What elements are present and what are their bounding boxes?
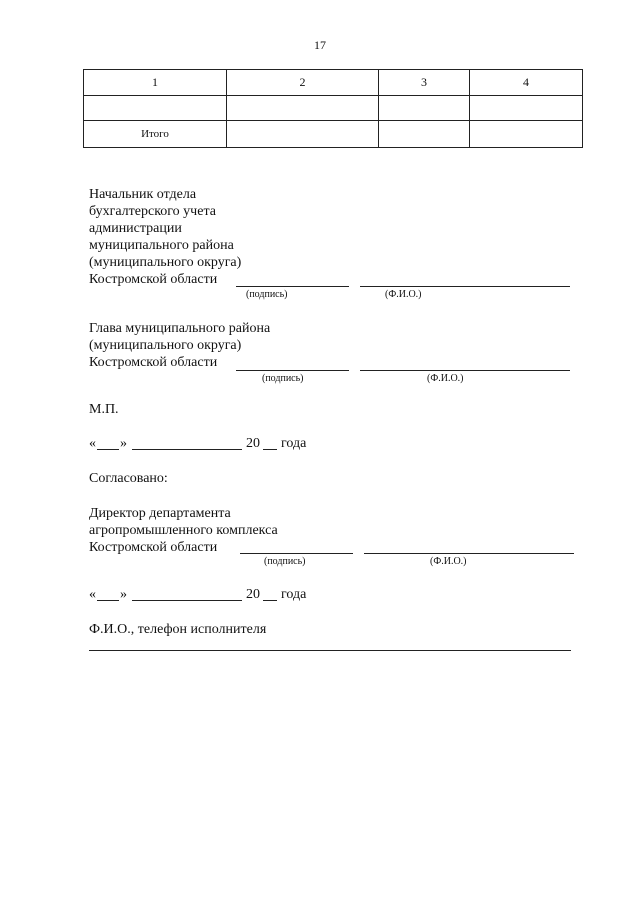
table-cell <box>470 121 583 148</box>
table-cell <box>470 96 583 121</box>
table-row-total <box>84 121 583 148</box>
name-line <box>364 553 574 554</box>
text-line: муниципального района <box>89 238 234 253</box>
month-line <box>132 600 242 601</box>
text-line: Костромской области <box>89 355 218 370</box>
text-line: Костромской области <box>89 272 218 287</box>
year-prefix: 20 <box>246 587 260 602</box>
name-line <box>360 286 570 287</box>
month-line <box>132 449 242 450</box>
date-open-quote: « <box>89 587 96 602</box>
agreed-label: Согласовано: <box>89 471 168 486</box>
year-suffix: года <box>281 436 307 451</box>
name-caption: (Ф.И.О.) <box>427 373 464 384</box>
table-header-row <box>84 70 583 96</box>
text-line: агропромышленного комплекса <box>89 523 278 538</box>
signature-line <box>240 553 353 554</box>
column-header: 4 <box>470 70 583 96</box>
summary-table <box>83 69 583 148</box>
year-line <box>263 449 277 450</box>
text-line: Начальник отдела <box>89 187 197 202</box>
table-row <box>84 96 583 121</box>
text-line: Директор департамента <box>89 506 231 521</box>
column-header: 2 <box>227 70 379 96</box>
signature-caption: (подпись) <box>246 289 288 300</box>
table-cell <box>84 96 227 121</box>
year-suffix: года <box>281 587 307 602</box>
text-line: администрации <box>89 221 182 236</box>
column-header: 1 <box>84 70 227 96</box>
text-line: (муниципального округа) <box>89 255 242 270</box>
executor-label: Ф.И.О., телефон исполнителя <box>89 622 267 637</box>
signatory-3-title <box>89 505 278 556</box>
stamp-placeholder: М.П. <box>89 402 119 417</box>
year-line <box>263 600 277 601</box>
page-number: 17 <box>314 38 326 52</box>
name-caption: (Ф.И.О.) <box>430 556 467 567</box>
name-caption: (Ф.И.О.) <box>385 289 422 300</box>
day-line <box>97 600 119 601</box>
text-line: (муниципального округа) <box>89 338 242 353</box>
text-line: Костромской области <box>89 540 218 555</box>
signature-caption: (подпись) <box>262 373 304 384</box>
year-prefix: 20 <box>246 436 260 451</box>
signature-caption: (подпись) <box>264 556 306 567</box>
signature-line <box>236 370 349 371</box>
table-cell <box>379 121 470 148</box>
date-close-quote: » <box>120 436 127 451</box>
table-cell-total-label: Итого <box>84 121 227 148</box>
table-cell <box>379 96 470 121</box>
text-line: Глава муниципального района <box>89 321 271 336</box>
day-line <box>97 449 119 450</box>
signatory-2-title <box>89 320 270 371</box>
signature-line <box>236 286 349 287</box>
name-line <box>360 370 570 371</box>
text-line: бухгалтерского учета <box>89 204 216 219</box>
table-cell <box>227 121 379 148</box>
date-open-quote: « <box>89 436 96 451</box>
table-cell <box>227 96 379 121</box>
signatory-1-title <box>89 186 241 288</box>
executor-line <box>89 650 571 651</box>
date-close-quote: » <box>120 587 127 602</box>
column-header: 3 <box>379 70 470 96</box>
